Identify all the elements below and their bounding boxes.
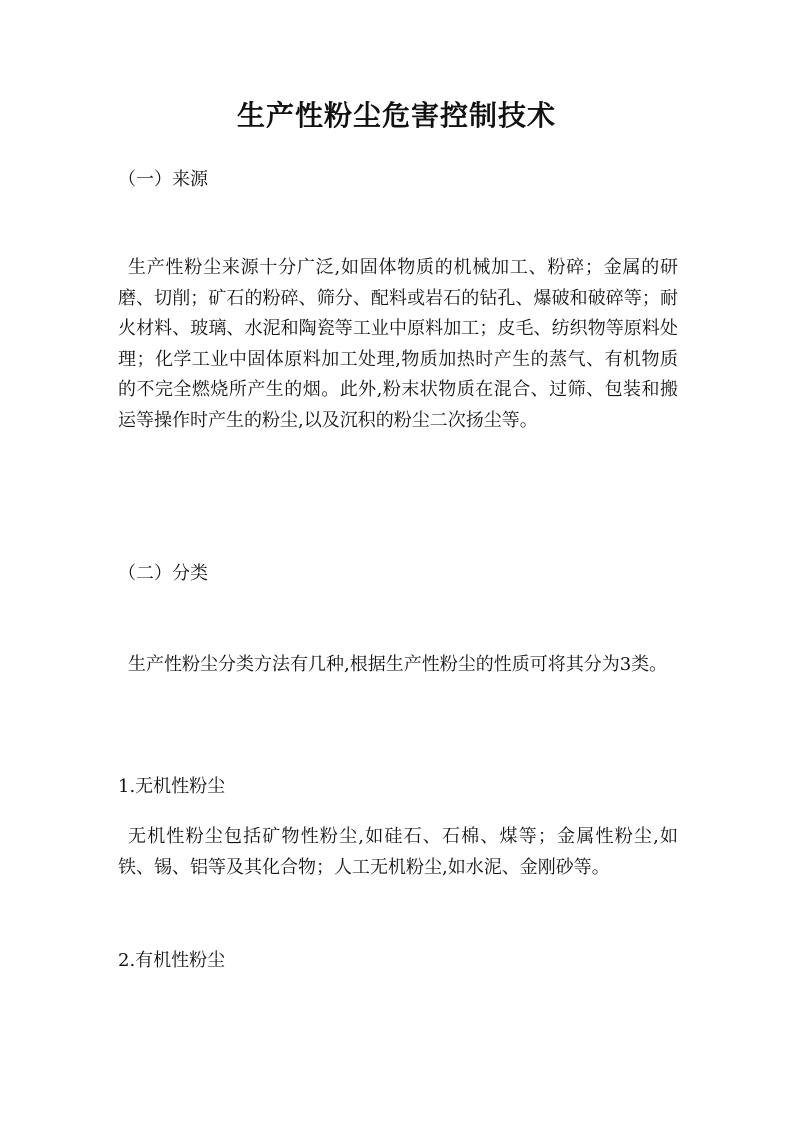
document-title: 生产性粉尘危害控制技术 [236,99,556,132]
subsection-paragraph-inorganic-dust: 无机性粉尘包括矿物性粉尘,如硅石、石棉、煤等；金属性粉尘,如铁、锡、铝等及其化合物；人工无机粉尘,如水泥、金刚砂等。 [118,826,678,878]
section-paragraph-classification: 生产性粉尘分类方法有几种,根据生产性粉尘的性质可将其分为3类。 [128,654,668,675]
section-heading-classification: （二）分类 [118,563,208,584]
subsection-heading-inorganic-dust: 1.无机性粉尘 [118,776,226,797]
section-heading-source: （一）来源 [118,169,208,190]
subsection-heading-organic-dust: 2.有机性粉尘 [118,950,226,971]
section-paragraph-source: 生产性粉尘来源十分广泛,如固体物质的机械加工、粉碎；金属的研磨、切削；矿石的粉碎、筛分、配料或岩石的钻孔、爆破和破碎等；耐火材料、玻璃、水泥和陶瓷等工业中原料加工；皮毛、纺织物等原料处理；化学工业中固体原料加工处理,物质加热时产生的蒸气、有机物质的不完全燃烧所产生的烟。此外,粉末状物质在混合、过筛、包装和搬运等操作时产生的粉尘,以及沉积的粉尘二次扬尘等。 [118,257,678,431]
